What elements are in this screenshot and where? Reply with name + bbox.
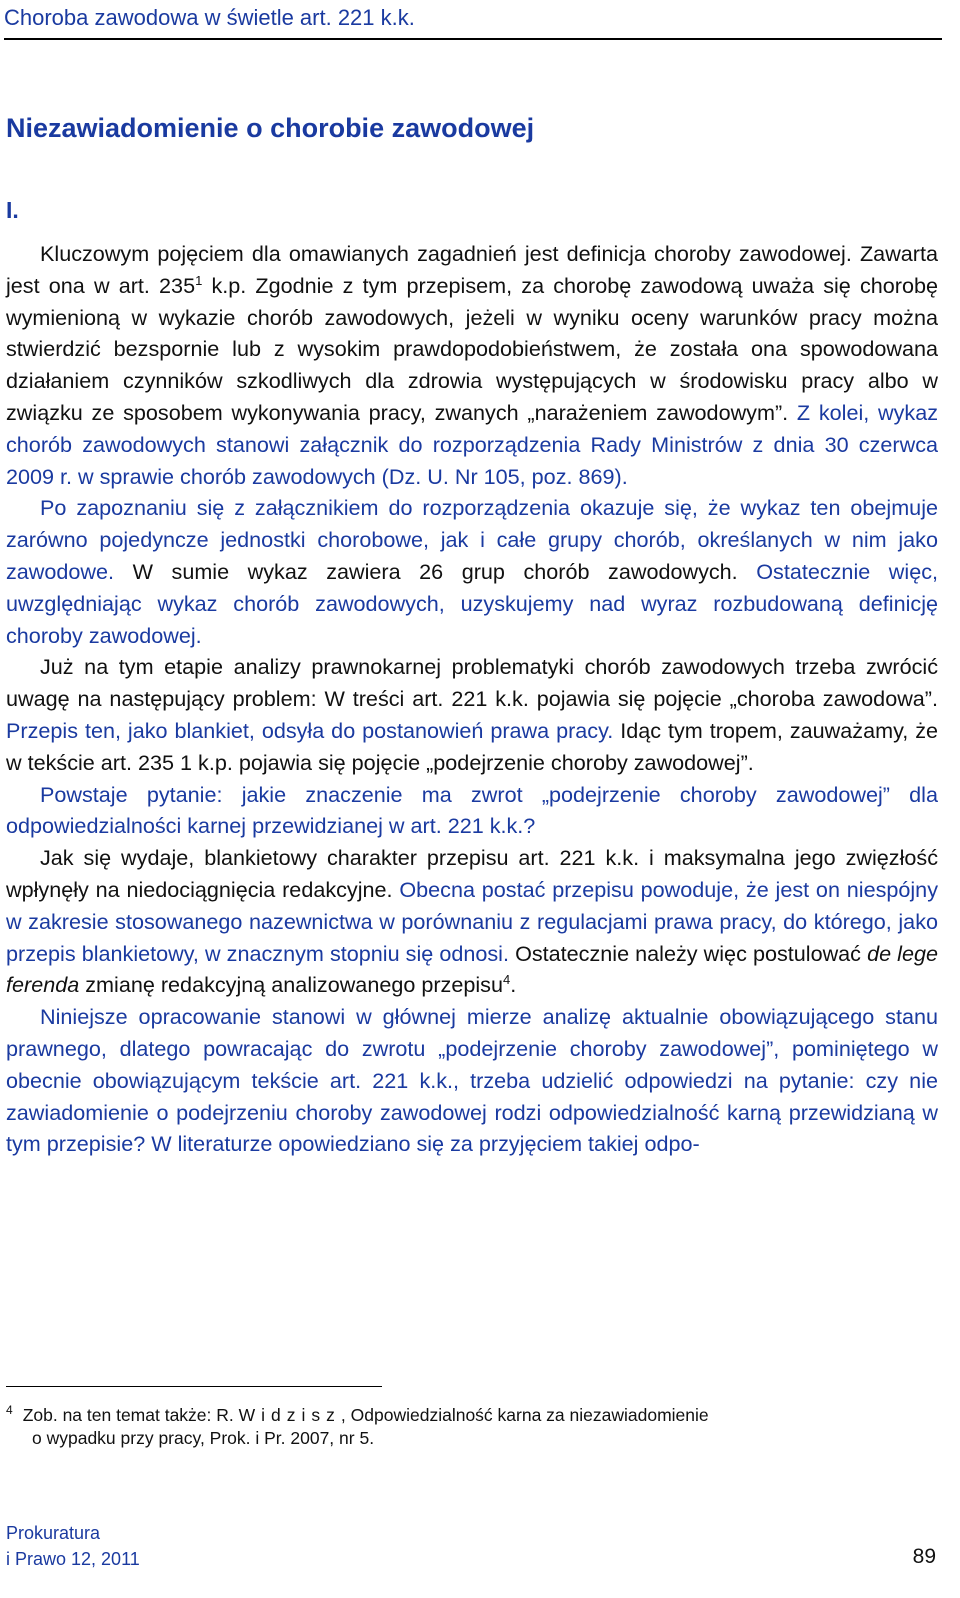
paragraph-2 [6,492,938,651]
paragraph-5-text-d: zmianę redakcyjną analizowanego przepisu [79,972,503,998]
footnote-text-a: Zob. na ten temat także: R. [22,1405,239,1425]
paragraph-1-text-a: Kluczowym pojęciem dla omawianych zagadnień jest definicja choroby zawodowej. Zawarta jest ona w art. 235 [6,241,938,298]
paragraph-2-text-b: W sumie wykaz zawiera 26 grup chorób zawodowych. [114,558,738,584]
paragraph-5 [6,842,938,1001]
footnote-mark: 4 [6,1403,13,1418]
paragraph-6: Niniejsze opracowanie stanowi w głównej mierze analizę aktualnie obowiązującego stanu prawnego, dlatego powracając do zwrotu „podejrzenie choroby zawodowej”, pominiętego w obecnie obowiązującym tekście art. 221 k.k., trzeba udzielić odpowiedzi na pytanie: czy nie zawiadomienie o podejrzeniu choroby zawodowej rodzi odpowiedzialność karną przewidzianą w tym przepisie? W literaturze opowiedziano się za przyjęciem takiej odpo- [6,1004,938,1157]
footnote-author: Widzisz [238,1405,341,1425]
paragraph-3-text-a: Już na tym etapie analizy prawnokarnej problematyki chorób zawodowych trzeba zwrócić uwagę na następujący problem: W treści art. 221 k.k. pojawia się pojęcie „choroba zawodowa”. [6,654,938,712]
paragraph-2-text-a: Po zapoznaniu się z załącznikiem do rozporządzenia okazuje się, że wykaz ten obejmuje zarówno pojedyncze jednostki chorobowe, jak i całe grupy chorób, określanych w nim jako zawodowe. [6,495,938,584]
superscript-1: 1 [195,272,203,288]
running-header: Choroba zawodowa w świetle art. 221 k.k. [4,5,415,30]
journal-name [6,1520,140,1572]
paragraph-5-text-e: . [510,972,517,998]
header-rule [4,38,942,40]
paragraph-3 [6,651,938,778]
footnote-line-2: o wypadku przy pracy, Prok. i Pr. 2007, nr 5. [32,1428,375,1448]
footnote-line-1 [6,1404,938,1427]
paragraph-3-text-c: Idąc tym tropem, zauważamy, że w tekście art. 235 1 k.p. pojawia się pojęcie „podejrzenie choroby zawodowej”. [6,717,939,775]
paragraph-5-text-c: Ostatecznie należy więc postulować [508,940,868,966]
paragraph-2-text-c: Ostatecznie więc, uwzględniając wykaz chorób zawodowych, uzyskujemy nad wyraz rozbudowaną definicję choroby zawodowej. [6,558,938,648]
footnote-reference: 4 [502,972,511,988]
latin-phrase: de lege ferenda [6,940,938,998]
journal-line-2: i Prawo 12, 2011 [6,1549,140,1569]
footnote-text-b: , Odpowiedzialność karna za niezawiadomienie [340,1405,709,1425]
paragraph-3-text-b: Przepis ten, jako blankiet, odsyła do postanowień prawa pracy. [6,717,614,743]
paragraph-4: Powstaje pytanie: jakie znaczenie ma zwrot „podejrzenie choroby zawodowej” dla odpowiedzialności karnej przewidzianej w art. 221 k.k.? [6,781,938,839]
paragraph-5-text-b: Obecna postać przepisu powoduje, że jest on niespójny w zakresie stosowanego nazewnictwa w porównaniu z regulacjami prawa pracy, do którego, jako przepis blankietowy, w znacznym stopniu się odnosi. [6,876,938,966]
paragraph-1-text-c: Z kolei, wykaz chorób zawodowych stanowi załącznik do rozporządzenia Rady Ministrów z dnia 30 czerwca 2009 r. w sprawie chorób zawodowych (Dz. U. Nr 105, poz. 869). [6,399,939,489]
paragraph-1 [6,238,938,492]
article-body [6,238,938,1160]
page-number: 89 [912,1545,936,1568]
section-number: I. [6,197,19,223]
paragraph-5-text-a: Jak się wydaje, blankietowy charakter przepisu art. 221 k.k. i maksymalna jego zwięzłość wpłynęły na niedociągnięcia redakcyjne. [6,845,938,902]
paragraph-1-text-b: k.p. Zgodnie z tym przepisem, za chorobę zawodową uważa się chorobę wymienioną w wykazie chorób zawodowych, jeżeli w wyniku oceny warunków pracy można stwierdzić bezspornie lub z wysokim prawdopodobieństwem, że została ona spowodowana działaniem czynników szkodliwych dla zdrowia występujących w środowisku pracy albo w związku ze sposobem wykonywania pracy, zwanych „narażeniem zawodowym”. [6,272,938,425]
journal-line-1: Prokuratura [6,1523,101,1543]
footnote-rule [6,1386,382,1387]
article-title: Niezawiadomienie o chorobie zawodowej [6,113,535,143]
footnote [6,1404,938,1450]
